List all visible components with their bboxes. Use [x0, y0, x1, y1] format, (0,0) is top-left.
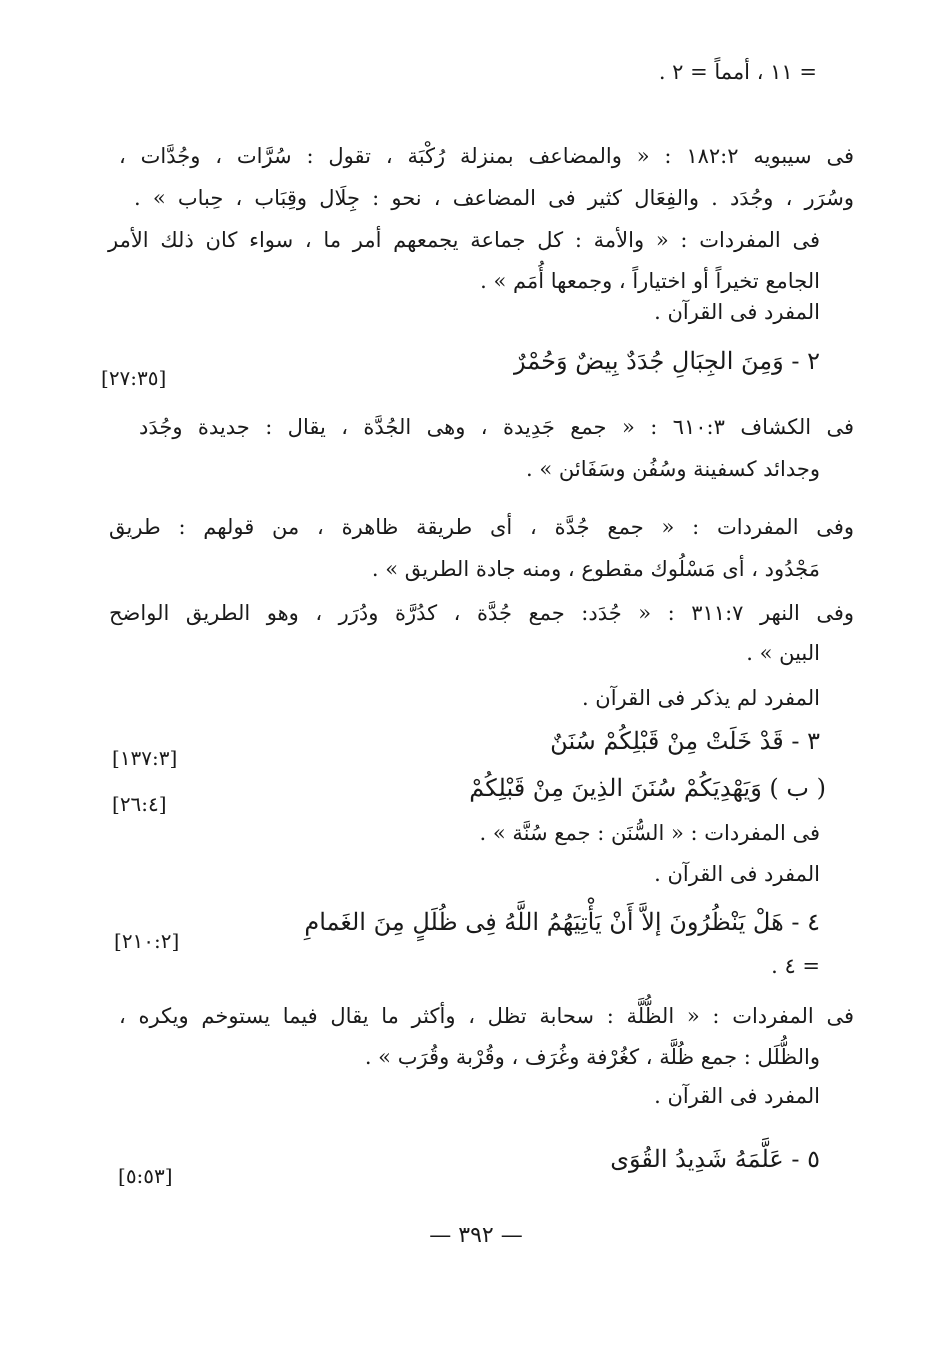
verse-reference: [٢١٠:٢]: [114, 929, 180, 953]
verse-reference: [١٣٧:٣]: [112, 746, 178, 770]
text-line: المفرد فى القرآن .: [654, 1084, 820, 1108]
text-line: = ٤ .: [771, 954, 820, 978]
text-line: فى الكشاف ٦١٠:٣ : « جمع جَدِيدة ، وهى الجُدَّة ، يقال : جديدة وجُدَد: [139, 415, 855, 439]
text-line: الجامع تخيراً أو اختياراً ، وجمعها أُمَم » .: [480, 269, 820, 293]
text-line: فى المفردات : « والأمة : كل جماعة يجمعهم أمر ما ، سواء كان ذلك الأمر: [108, 228, 820, 252]
verse-line: ٣ - قَدْ خَلَتْ مِنْ قَبْلِكُمْ سُنَنٌ: [550, 727, 820, 755]
verse-reference: [٢٦:٤]: [112, 792, 167, 816]
text-line: فى المفردات : « الظُّلَّة : سحابة تظل ، وأكثر ما يقال فيما يستوخم ويكره ،: [119, 1004, 854, 1028]
verse-line: ٢ - وَمِنَ الجِبَالِ جُدَدٌ بِيضٌ وَحُمْرٌ: [514, 347, 820, 375]
text-line: = ١١ ، أمماً = ٢ .: [658, 60, 817, 84]
text-line: وجدائد كسفينة وسُفُن وسَفَائن » .: [526, 457, 820, 481]
text-line: وسُرَر ، وجُدَد . والفِعَال كثير فى المضاعف ، نحو : جِلَال وقِبَاب ، حِباب » .: [134, 186, 854, 210]
verse-line: ( ب ) وَيَهْدِيَكُمْ سُنَنَ الذِينَ مِنْ قَبْلِكُمْ: [469, 774, 826, 802]
page-number: — ٣٩٢ —: [429, 1223, 523, 1248]
verse-reference: [٢٧:٣٥]: [101, 366, 167, 390]
text-line: المفرد فى القرآن .: [654, 300, 820, 324]
text-line: البين » .: [746, 641, 820, 665]
text-line: وفى النهر ٣١١:٧ : « جُدَد: جمع جُدَّة ، كدُرَّة ودُرَر ، وهو الطريق الواضح: [109, 601, 855, 625]
verse-line: ٤ - هَلْ يَنْظُرُونَ إلاَّ أَنْ يَأْتِيَهُمُ اللَّهُ فِى ظُلَلٍ مِنَ الغَمامِ: [304, 908, 820, 936]
verse-reference: [٥:٥٣]: [118, 1164, 173, 1188]
text-line: والظُّلَل : جمع ظُلَّة ، كغُرْفة وغُرَف ، وقُرْبة وقُرَب » .: [364, 1045, 820, 1069]
text-line: فى سيبويه ١٨٢:٢ : « والمضاعف بمنزلة رُكْبَة ، تقول : سُرَّات ، وجُدَّات ،: [119, 144, 854, 168]
text-line: المفرد فى القرآن .: [654, 862, 820, 886]
text-line: فى المفردات : « السُّنَن : جمع سُنَّة » .: [479, 821, 820, 845]
text-line: وفى المفردات : « جمع جُدَّة ، أى طريقة ظاهرة ، من قولهم : طريق: [109, 515, 854, 539]
text-line: مَجْدُود ، أى مَسْلُوك مقطوع ، ومنه جادة الطريق » .: [371, 557, 820, 581]
text-line: المفرد لم يذكر فى القرآن .: [581, 686, 820, 710]
verse-line: ٥ - عَلَّمَهُ شَدِيدُ القُوَى: [610, 1145, 820, 1173]
